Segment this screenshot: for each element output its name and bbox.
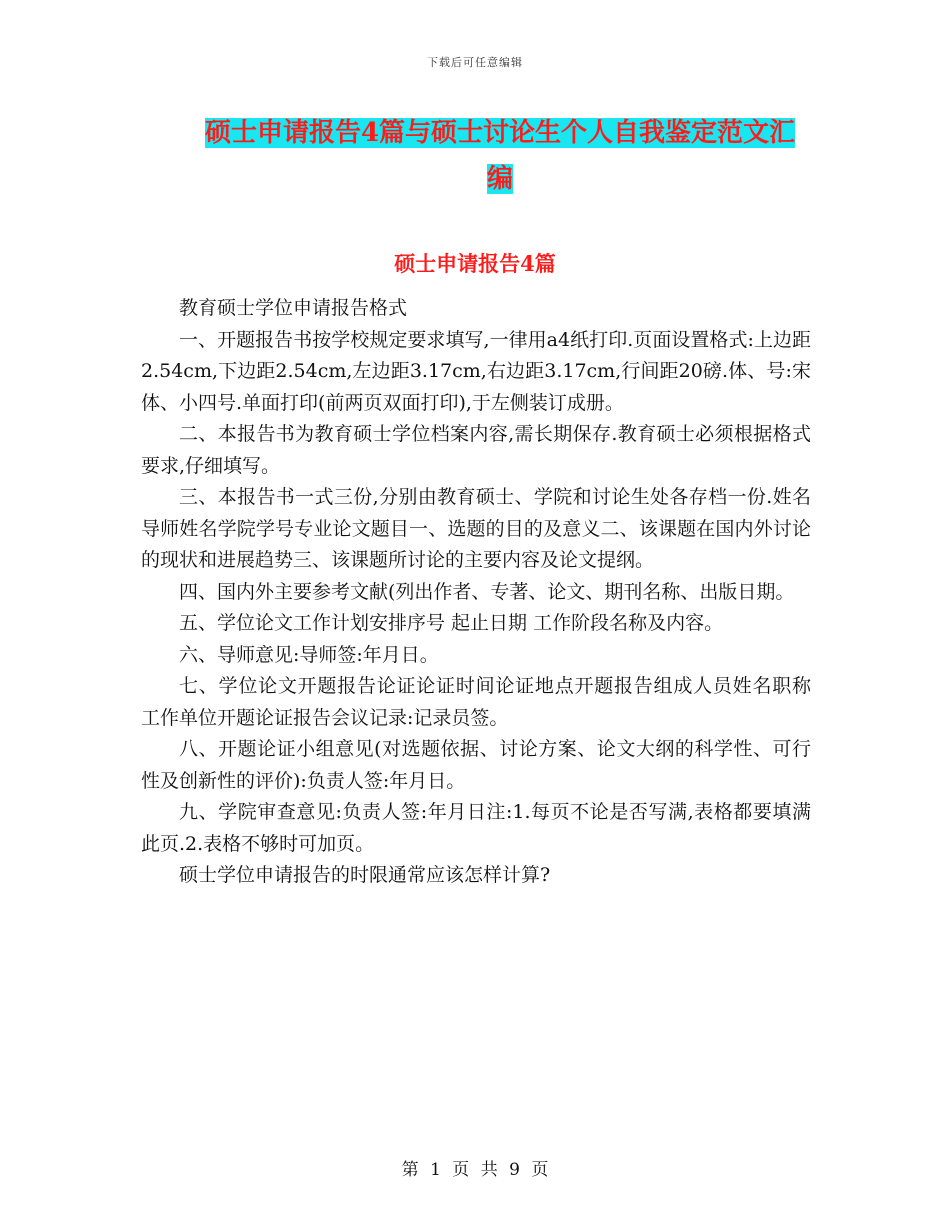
paragraph: 硕士学位申请报告的时限通常应该怎样计算? [179,864,551,886]
paragraph: 四、国内外主要参考文献(列出作者、专著、论文、期刊名称、出版日期。 [179,580,795,603]
document-title [195,110,805,202]
paragraph: 二、本报告书为教育硕士学位档案内容,需长期保存.教育硕士必须根据格式要求,仔细填写。 [141,423,811,477]
document-title-text: 硕士申请报告4篇与硕士讨论生个人自我鉴定范文汇编 [204,118,796,194]
body-text [141,293,811,892]
paragraph: 九、学院审查意见:负责人签:年月日注:1.每页不论是否写满,表格都要填满此页.2.表格不够时可加页。 [141,801,811,855]
paragraph: 五、学位论文工作计划安排序号 起止日期 工作阶段名称及内容。 [179,612,724,634]
paragraph: 三、本报告书一式三份,分别由教育硕士、学院和讨论生处各存档一份.姓名导师姓名学院学号专业论文题目一、选题的目的及意义二、该课题在国内外讨论的现状和进展趋势三、该课题所讨论的主要内容及论文提纲。 [141,486,811,571]
paragraph: 七、学位论文开题报告论证论证时间论证地点开题报告组成人员姓名职称 工作单位开题论证报告会议记录:记录员签。 [141,675,811,729]
paragraph: 教育硕士学位申请报告格式 [179,297,408,319]
paragraph: 六、导师意见:导师签:年月日。 [179,643,439,666]
paragraph: 八、开题论证小组意见(对选题依据、讨论方案、论文大纲的科学性、可行性及创新性的评价):负责人签:年月日。 [141,738,811,792]
section-title: 硕士申请报告4篇 [394,251,556,276]
paragraph: 一、开题报告书按学校规定要求填写,一律用a4纸打印.页面设置格式:上边距2.54cm,下边距2.54cm,左边距3.17cm,右边距3.17cm,行间距20磅.体、号:宋体、小四号.单面打印(前两页双面打印),于左侧装订成册。 [141,328,811,414]
header-note: 下载后可任意编辑 [427,56,523,69]
page-footer: 第 1 页 共 9 页 [401,1160,549,1180]
